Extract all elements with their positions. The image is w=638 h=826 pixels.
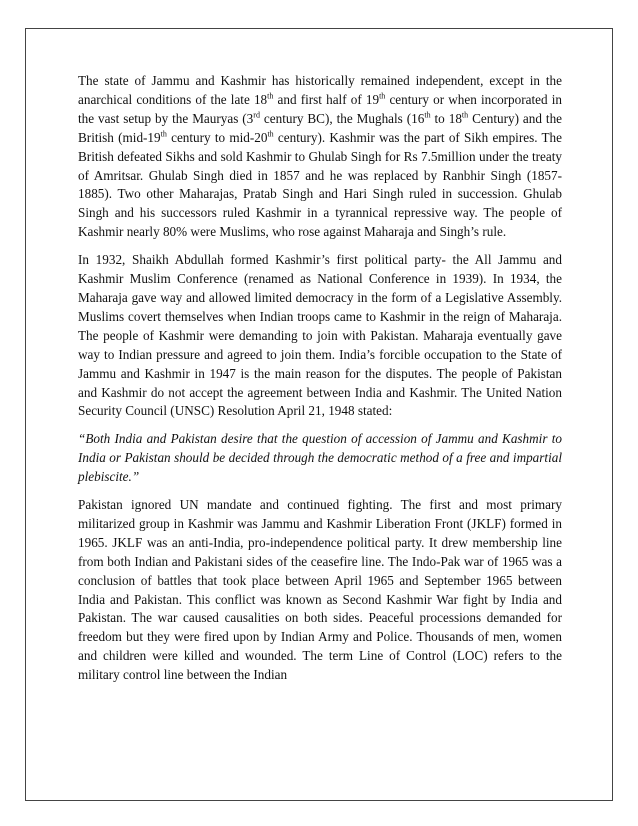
superscript: rd (253, 110, 260, 120)
text-run: and first half of 19 (273, 91, 380, 107)
text-run: The state of Jammu and Kashmir has historically remained independent, except in the anarchical conditions of the late 18 (78, 73, 562, 107)
text-run: century or when incorporated in the vast setup by the Mauryas (3 (78, 91, 562, 126)
paragraph-history (78, 72, 562, 242)
paragraph-1932 (78, 251, 562, 421)
paragraph-jklf (78, 496, 562, 685)
text-run: In 1932, Shaikh Abdullah formed Kashmir’s first political party- the All Jammu and Kashmir Muslim Conference (renamed as National Conference in 1939). In 1934, the Maharaja gave way and allowed limited democracy in the form of a Legislative Assembly. Muslims covert themselves when Indian troops came to Kashmir in the reign of Maharaja. The people of Kashmir were demanding to join with Pakistan. Maharaja eventually gave way to Indian pressure and agreed to join them. India’s forcible occupation to the State of Jammu and Kashmir in 1947 is the main reason for the disputes. The people of Pakistan and Kashmir do not accept the agreement between India and Kashmir. The United Nation Security Council (UNSC) Resolution April 21, 1948 stated: (78, 252, 562, 419)
document-body (78, 72, 562, 694)
text-run: century). Kashmir was the part of Sikh empires. The British defeated Sikhs and sold Kashmir to Ghulab Singh for Rs 7.5million under the treaty of Amritsar. Ghulab Singh died in 1857 and he was replaced by Ranbhir Singh (1857-1885). Two other Maharajas, Pratab Singh and Hari Singh ruled in succession. Ghulab Singh and his successors ruled Kashmir in a tyrannical repressive way. The people of Kashmir nearly 80% were Muslims, who rose against Maharaja and Singh’s rule. (78, 129, 562, 240)
text-run: century to mid-20 (166, 129, 268, 145)
superscript: th (267, 129, 274, 139)
superscript: th (267, 91, 274, 101)
text-run: Pakistan ignored UN mandate and continued fighting. The first and most primary militarized group in Kashmir was Jammu and Kashmir Liberation Front (JKLF) formed in 1965. JKLF was an anti-India, pro-independence political party. It drew membership line from both Indian and Pakistani sides of the ceasefire line. The Indo-Pak war of 1965 was a conclusion of battles that took place between April 1965 and September 1965 between India and Pakistan. This conflict was known as Second Kashmir War fight by India and Pakistan. The war caused causalities on both sides. Peaceful processions demanded for freedom but they were fired upon by Indian Army and Police. Thousands of men, women and children were killed and wounded. The term Line of Control (LOC) refers to the military control line between the Indian (78, 497, 562, 683)
text-run: century BC), the Mughals (16 (259, 110, 425, 126)
superscript: th (461, 110, 469, 120)
text-run: Century) and the British (mid-19 (78, 110, 563, 145)
paragraph-unsc-quote (78, 430, 562, 487)
superscript: th (424, 110, 431, 120)
superscript: th (379, 91, 386, 101)
text-run: “Both India and Pakistan desire that the question of accession of Jammu and Kashmir to India or Pakistan should be decided through the democratic method of a free and impartial plebiscite.” (78, 431, 562, 485)
superscript: th (160, 129, 167, 139)
text-run: to 18 (430, 110, 462, 126)
